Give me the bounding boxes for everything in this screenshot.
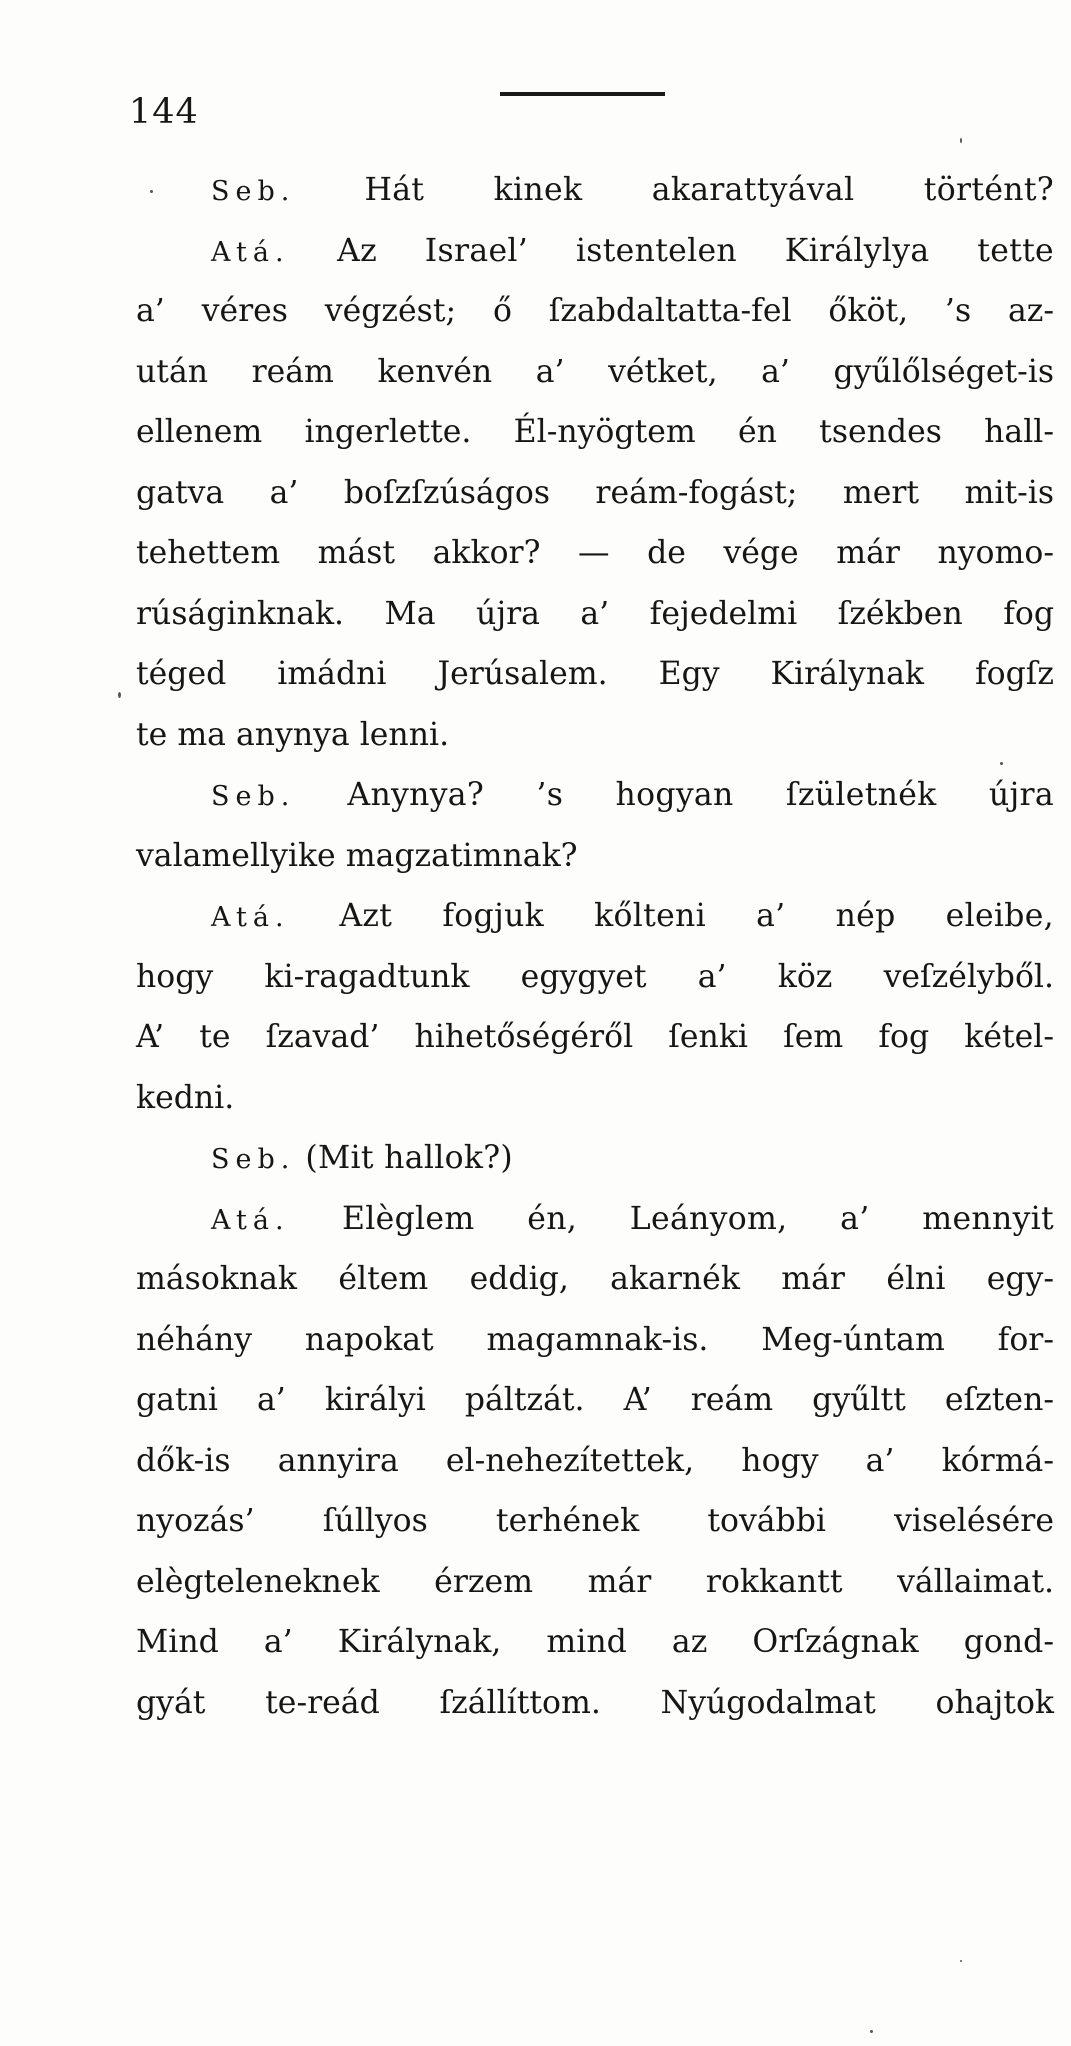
speech-text: Hát kinek akarattyával történt? [364,172,1054,208]
dialogue-text [136,160,1056,1733]
text-line: ellenem ingerlette. Él-nyögtem én tsendes hall- [136,414,1054,450]
text-line: te ma anynya lenni. [136,716,450,753]
speech-text: (Mit hallok?) [305,1140,513,1176]
text-line: nyozás’ ſúllyos terhének további viselésére [136,1503,1054,1539]
speaker-name: Atá. [211,1204,290,1236]
text-line: gatni a’ királyi páltzát. A’ reám gyűltt eſzten- [136,1382,1054,1418]
text-line: másoknak éltem eddig, akarnék már élni egy- [136,1261,1054,1297]
text-line: valamellyike magzatimnak? [136,837,578,874]
text-line: gyát te-reád ſzállíttom. Nyúgodalmat ohajtok [136,1684,1054,1721]
text-line [136,221,1054,282]
text-line [136,886,1054,947]
speech-text: Anynya? ’s hogyan ſzületnék újra [347,777,1054,813]
text-line: téged imádni Jerúsalem. Egy Királynak fogſz [136,656,1054,692]
text-line: néhány napokat magamnak-is. Meg-úntam for- [136,1321,1054,1358]
speaker-name: Atá. [211,902,290,933]
print-speck [960,138,962,143]
text-line: tehettem mást akkor? — de vége már nyomo- [136,535,1054,571]
speaker-name: Seb. [211,781,296,812]
text-line: Mind a’ Királynak, mind az Orſzágnak gond- [136,1624,1054,1660]
page-number: 144 [129,92,199,132]
text-line: után reám kenvén a’ vétket, a’ gyűlőlséget-is [136,353,1054,390]
speech-text: Az Israel’ istentelen Királylya tette [337,232,1055,269]
text-line: hogy ki-ragadtunk egygyet a’ köz veſzélyből. [136,958,1054,995]
text-line: kedni. [136,1079,235,1116]
print-speck [960,1960,962,1962]
speaker-name: Atá. [211,236,290,268]
speaker-name: Seb. [211,1144,296,1175]
print-speck [870,2030,873,2033]
text-line: rúságinknak. Ma újra a’ fejedelmi ſzékben fog [136,595,1054,632]
text-line: elègteleneknek érzem már rokkantt vállaimat. [136,1563,1054,1600]
speaker-name: Seb. [211,176,296,207]
speech-text: Elèglem én, Leányom, a’ mennyit [341,1200,1055,1237]
text-line [136,1189,1054,1250]
print-speck [150,190,153,193]
speech-text: Azt fogjuk kőlteni a’ nép eleibe, [339,898,1054,934]
text-line: gatva a’ boſzſzúságos reám-fogást; mert mit-is [136,474,1054,511]
print-speck [118,692,121,698]
text-line: dők-is annyira el-nehezítettek, hogy a’ kórmá- [136,1442,1054,1479]
text-line [136,160,1054,221]
text-line: a’ véres végzést; ő ſzabdaltatta-fel őköt, ’s az- [136,293,1054,329]
text-line: A’ te ſzavad’ hihetőségéről ſenki ſem fog kétel- [136,1019,1054,1055]
header-rule [500,92,665,96]
text-line [136,1128,1054,1189]
text-line [136,765,1054,826]
print-speck [1000,762,1003,765]
